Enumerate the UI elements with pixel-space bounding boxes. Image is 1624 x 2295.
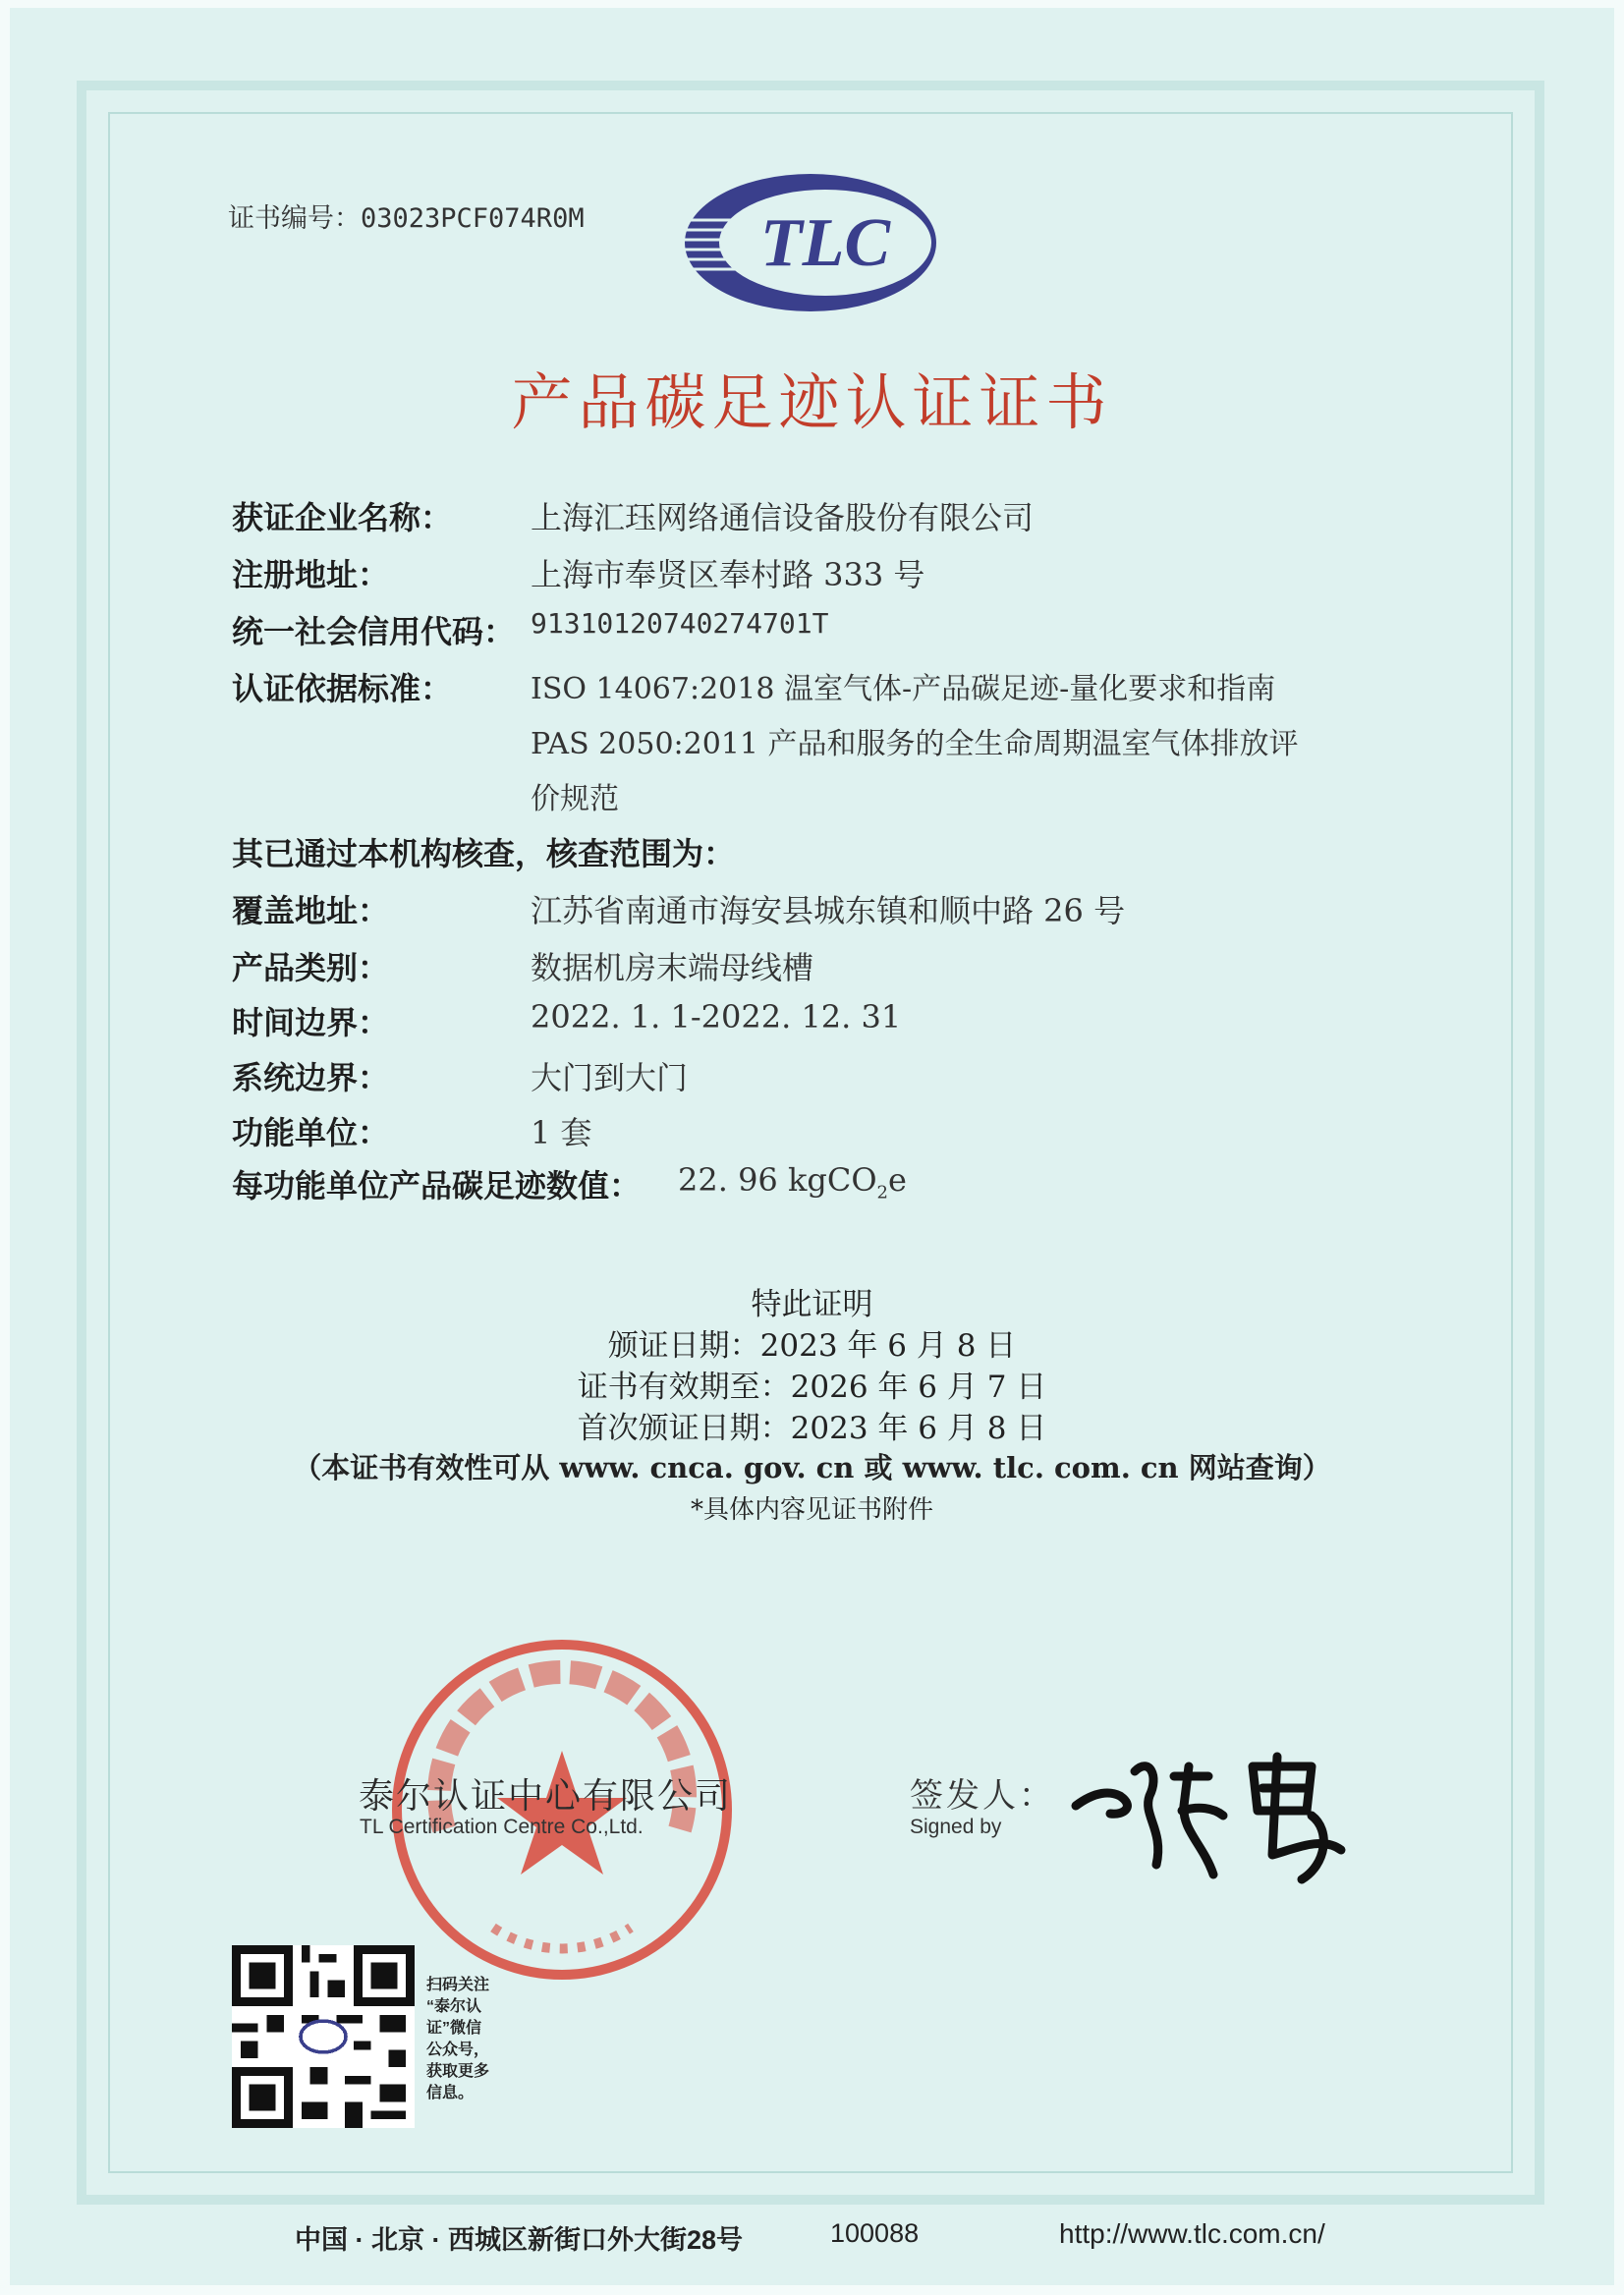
qr-caption-line: 信息。: [426, 2085, 475, 2101]
standard-line-1: ISO 14067:2018 温室气体-产品碳足迹-量化要求和指南: [531, 672, 1276, 706]
address-value: 上海市奉贤区奉村路 333 号: [531, 556, 925, 593]
issue-date: 颁证日期：2023 年 6 月 8 日: [607, 1328, 1017, 1364]
company-label: 获证企业名称：: [232, 499, 453, 536]
category-label: 产品类别：: [232, 949, 390, 986]
category-value: 数据机房末端母线槽: [531, 949, 814, 986]
certificate-number-value: 03023PCF074R0M: [361, 203, 585, 234]
scope-heading: 其已通过本机构核查，核查范围为：: [232, 835, 736, 872]
coverage-value: 江苏省南通市海安县城东镇和顺中路 26 号: [531, 892, 1126, 929]
tlc-logo: [678, 169, 943, 316]
standard-line-2: PAS 2050:2011 产品和服务的全生命周期温室气体排放评: [531, 727, 1299, 761]
logo-text: TLC: [759, 205, 891, 281]
functional-unit-label: 功能单位：: [232, 1114, 390, 1151]
footprint-value: [678, 1161, 907, 1203]
standard-label: 认证依据标准：: [232, 670, 453, 707]
attestation-heading: 特此证明: [751, 1287, 873, 1322]
footer-postcode: 100088: [830, 2218, 920, 2248]
signed-by-label-cn: 签发人：: [910, 1776, 1055, 1816]
validity-note: （本证书有效性可从 www. cnca. gov. cn 或 www. tlc. com. cn 网站查询）: [293, 1451, 1331, 1484]
issuer-name-en: TL Certification Centre Co.,Ltd.: [360, 1816, 644, 1838]
credit-code-value: 91310120740274701T: [531, 607, 829, 640]
address-label: 注册地址：: [232, 556, 390, 593]
footprint-number: 22. 96 kgCO: [678, 1161, 877, 1199]
signed-by-label-en: Signed by: [910, 1816, 1002, 1838]
qr-caption-line: 扫码关注: [426, 1977, 490, 1993]
qr-caption-line: 公众号，: [426, 2042, 490, 2058]
certificate-number-label: 证书编号：: [228, 203, 361, 234]
qr-caption-line: 获取更多: [426, 2063, 490, 2080]
qr-caption-line: 证”微信: [426, 2020, 482, 2037]
system-boundary-label: 系统边界：: [232, 1059, 390, 1096]
valid-until: 证书有效期至：2026 年 6 月 7 日: [577, 1370, 1047, 1405]
certificate-title: 产品碳足迹认证证书: [511, 366, 1113, 438]
time-boundary-label: 时间边界：: [232, 1004, 390, 1041]
qr-caption: [426, 1975, 489, 2104]
footer-url[interactable]: http://www.tlc.com.cn/: [1059, 2218, 1325, 2249]
qr-code[interactable]: [232, 1945, 415, 2128]
time-boundary-value: 2022. 1. 1-2022. 12. 31: [531, 998, 902, 1036]
certificate-number: [228, 196, 585, 235]
footprint-subscript: 2: [876, 1182, 888, 1203]
attachment-note: *具体内容见证书附件: [690, 1495, 933, 1525]
qr-caption-line: “泰尔认: [426, 1998, 482, 2015]
footer-address: 中国 · 北京 · 西城区新街口外大街28号: [295, 2225, 744, 2255]
credit-code-label: 统一社会信用代码：: [232, 613, 516, 650]
functional-unit-value: 1 套: [531, 1114, 592, 1151]
company-value: 上海汇珏网络通信设备股份有限公司: [531, 499, 1035, 536]
footprint-label: 每功能单位产品碳足迹数值：: [232, 1167, 642, 1204]
system-boundary-value: 大门到大门: [531, 1059, 689, 1096]
coverage-label: 覆盖地址：: [232, 892, 390, 929]
issuer-name-cn: 泰尔认证中心有限公司: [359, 1776, 733, 1817]
first-issue-date: 首次颁证日期：2023 年 6 月 8 日: [577, 1411, 1047, 1446]
standard-line-3: 价规范: [531, 782, 619, 816]
handwritten-signature: [1066, 1737, 1361, 1894]
footprint-suffix: e: [888, 1161, 907, 1199]
